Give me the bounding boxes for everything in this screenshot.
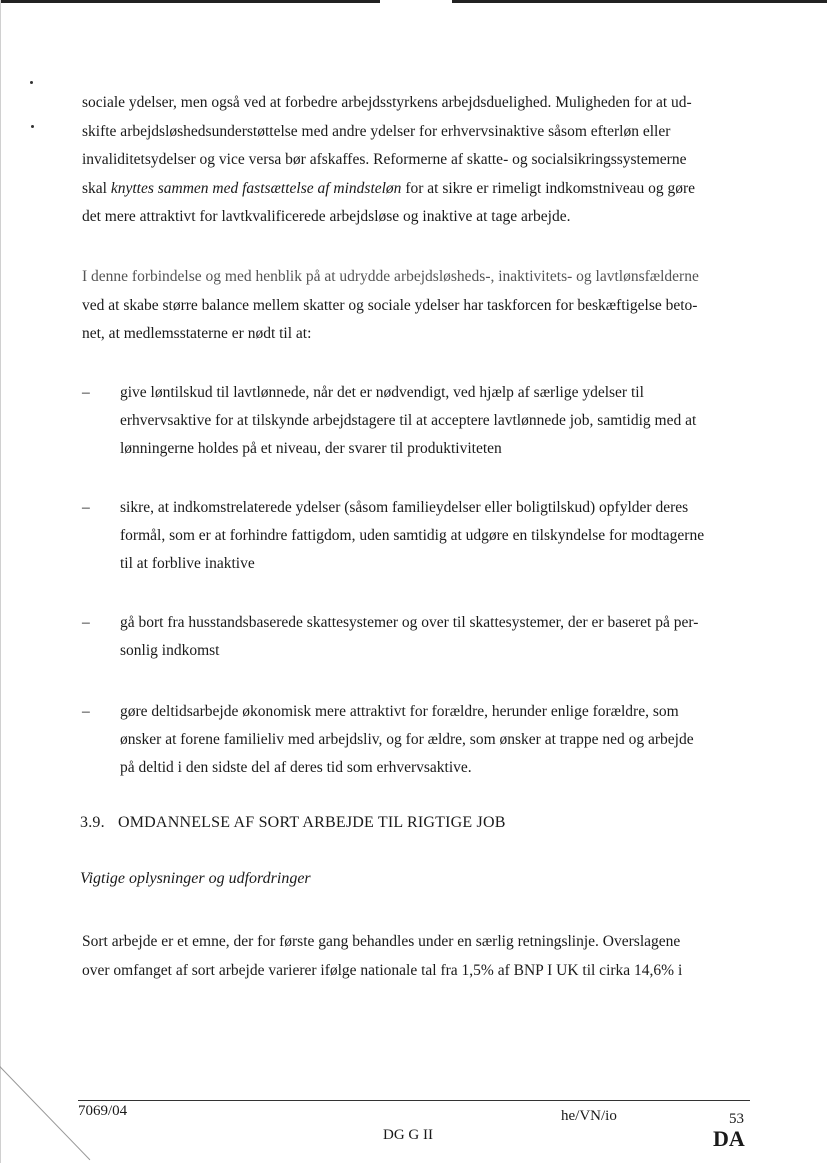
text-line: erhvervsaktive for at tilskynde arbejdstagere til at acceptere lavtlønnede job, samtidig med at bbox=[120, 412, 697, 429]
text-line: ved at skabe større balance mellem skatter og sociale ydelser har taskforcen for beskæftigelse beto- bbox=[82, 296, 698, 314]
text-line: Sort arbejde er et emne, der for første gang behandles under en særlig retningslinje. Overslagene bbox=[82, 933, 681, 950]
section-heading bbox=[80, 814, 506, 832]
section-number: 3.9. bbox=[80, 814, 105, 831]
scan-edge-right bbox=[452, 0, 827, 3]
footer-rule bbox=[78, 1100, 750, 1101]
text-line: til at forblive inaktive bbox=[120, 555, 255, 572]
document-number: 7069/04 bbox=[78, 1103, 128, 1119]
bullet-dash: – bbox=[82, 384, 90, 401]
bullet-dash: – bbox=[82, 703, 90, 720]
page-number: 53 bbox=[729, 1111, 744, 1127]
directorate-code: DG G II bbox=[383, 1127, 433, 1143]
text-line: formål, som er at forhindre fattigdom, uden samtidig at udgøre en tilskyndelse for modtagerne bbox=[120, 527, 705, 544]
intro-paragraph bbox=[82, 89, 750, 232]
list-item bbox=[82, 609, 750, 665]
scan-corner-line bbox=[0, 1066, 90, 1160]
emphasis-text: knyttes sammen med fastsættelse af mindsteløn bbox=[110, 179, 402, 197]
text-line: sikre, at indkomstrelaterede ydelser (såsom familieydelser eller boligtilskud) opfylder deres bbox=[120, 499, 689, 516]
reference-code: he/VN/io bbox=[561, 1108, 617, 1124]
section-title: OMDANNELSE AF SORT ARBEJDE TIL RIGTIGE JOB bbox=[118, 814, 506, 831]
text-line: invaliditetsydelser og vice versa bør afskaffes. Reformerne af skatte- og socialsikringssystemerne bbox=[82, 151, 687, 168]
text-line: sociale ydelser, men også ved at forbedre arbejdsstyrkens arbejdsduelighed. Muligheden for at ud- bbox=[82, 94, 692, 111]
text-line: gøre deltidsarbejde økonomisk mere attraktivt for forældre, herunder enlige forældre, som bbox=[120, 703, 679, 720]
list-item bbox=[82, 379, 750, 463]
text-run: skal bbox=[82, 179, 111, 197]
text-line: ønsker at forene familieliv med arbejdsliv, og for ældre, som ønsker at trappe ned og arbejde bbox=[120, 731, 694, 748]
language-code: DA bbox=[713, 1126, 745, 1151]
scan-edge-left bbox=[0, 0, 380, 3]
bullet-dash: – bbox=[82, 499, 90, 516]
text-run: for at sikre er rimeligt indkomstniveau og gøre bbox=[401, 179, 695, 197]
scan-speck bbox=[31, 125, 34, 128]
text-line: over omfanget af sort arbejde varierer ifølge nationale tal fra 1,5% af BNP I UK til cirka 14,6% i bbox=[82, 961, 683, 979]
text-line: gå bort fra husstandsbaserede skattesystemer og over til skattesystemer, der er baseret på per- bbox=[120, 614, 699, 631]
text-line: give løntilskud til lavtlønnede, når det er nødvendigt, ved hjælp af særlige ydelser til bbox=[120, 384, 644, 401]
text-line: net, at medlemsstaterne er nødt til at: bbox=[82, 325, 312, 342]
page-margin-edge bbox=[0, 0, 1, 1163]
text-line: skifte arbejdsløshedsunderstøttelse med andre ydelser for erhvervsinaktive såsom efterløn eller bbox=[82, 122, 671, 140]
text-line: på deltid i den sidste del af deres tid som erhvervsaktive. bbox=[120, 759, 472, 776]
list-item bbox=[82, 698, 750, 782]
list-item bbox=[82, 494, 750, 578]
text-line: lønningerne holdes på et niveau, der svarer til produktiviteten bbox=[120, 440, 502, 457]
context-paragraph bbox=[82, 263, 750, 349]
text-line: sonlig indkomst bbox=[120, 642, 220, 659]
text-line: det mere attraktivt for lavtkvalificerede arbejdsløse og inaktive at tage arbejde. bbox=[82, 208, 571, 225]
text-line: I denne forbindelse og med henblik på at udrydde arbejdsløsheds-, inaktivitets- og lavtlønsfælderne bbox=[82, 268, 699, 285]
scan-speck bbox=[30, 81, 33, 84]
bullet-dash: – bbox=[82, 614, 90, 631]
final-paragraph bbox=[82, 928, 750, 985]
text-line bbox=[82, 175, 750, 204]
subheading: Vigtige oplysninger og udfordringer bbox=[80, 870, 311, 887]
